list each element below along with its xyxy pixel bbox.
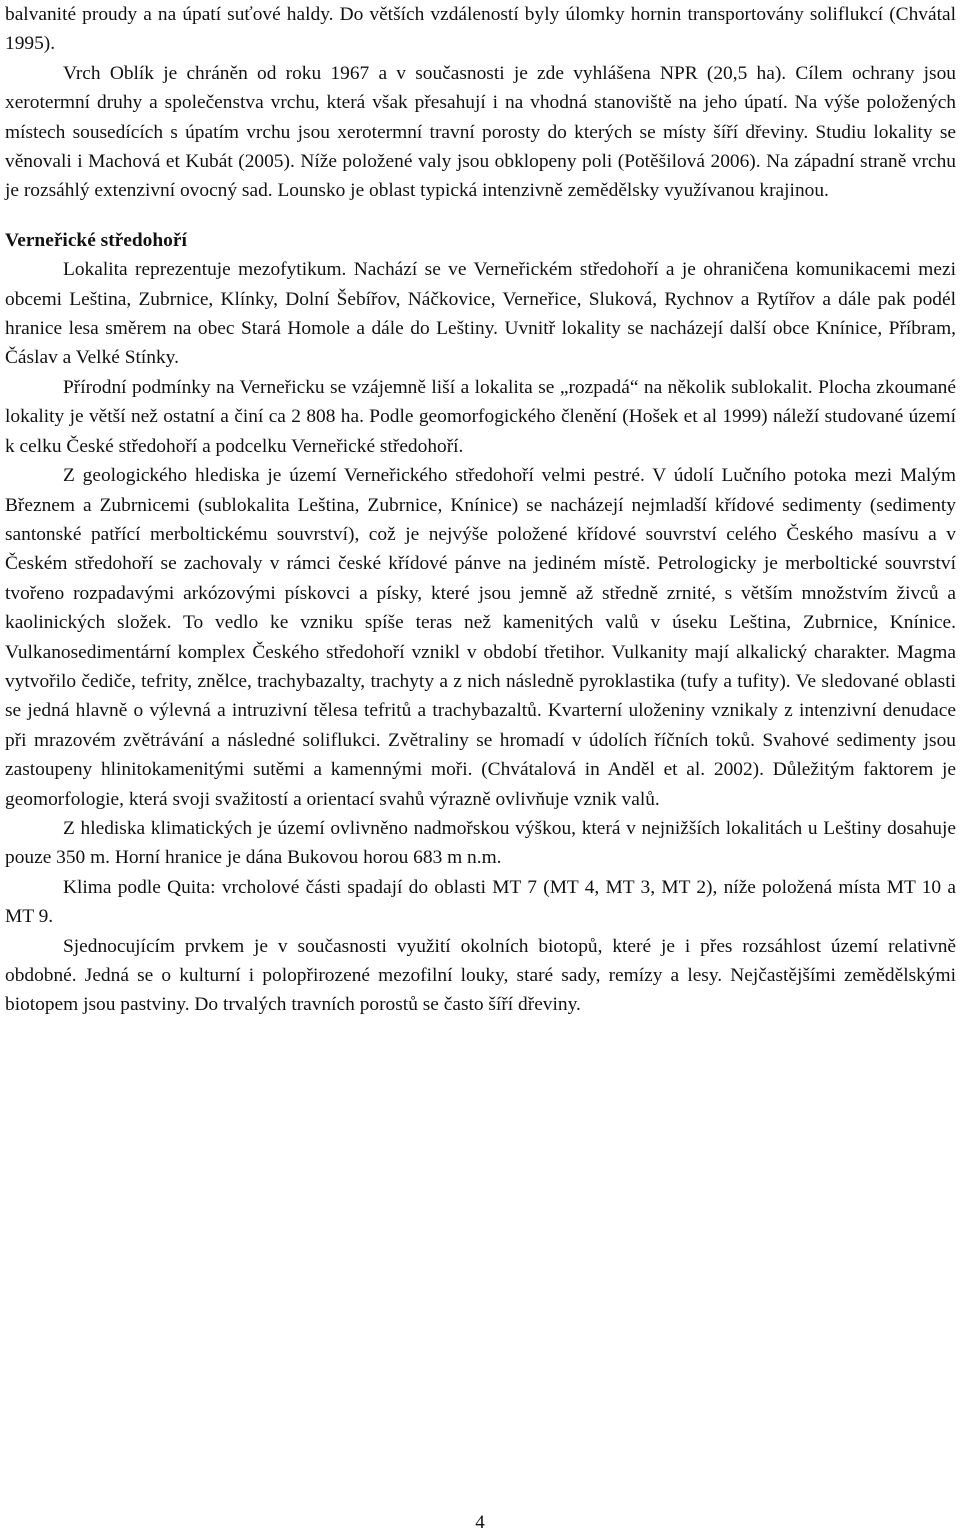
page-number: 4 <box>475 1512 485 1533</box>
document-page <box>5 0 956 1020</box>
paragraph-section-2: Přírodní podmínky na Verneřicku se vzájemně liší a lokalita se „rozpadá“ na několik sublokalit. Plocha zkoumané lokality je větší než ostatní a činí ca 2 808 ha. Podle geomorfogického členění (Hošek et al 1999) náleží studované území k celku České středohoří a podcelku Verneřické středohoří. <box>5 376 956 457</box>
paragraph-top-1: balvanité proudy a na úpatí suťové haldy. Do větších vzdáleností byly úlomky hornin transportovány soliflukcí (Chvátal 1995). <box>5 4 956 55</box>
paragraph-section-6: Sjednocujícím prvkem je v současnosti využití okolních biotopů, které je i přes rozsáhlost území relativně obdobné. Jedná se o kulturní i polopřirozené mezofilní louky, staré sady, remízy a lesy. Nejčastějšími zemědělskými biotopem jsou pastviny. Do trvalých travních porostů se často šíří dřeviny. <box>5 935 956 1016</box>
section-heading: Verneřické středohoří <box>5 229 187 251</box>
paragraph-section-5: Klima podle Quita: vrcholové části spadají do oblasti MT 7 (MT 4, MT 3, MT 2), níže položená místa MT 10 a MT 9. <box>5 876 956 928</box>
paragraph-section-4: Z hlediska klimatických je území ovlivněno nadmořskou výškou, která v nejnižších lokalitách u Leštiny dosahuje pouze 350 m. Horní hranice je dána Bukovou horou 683 m n.m. <box>5 817 956 869</box>
paragraph-section-1: Lokalita reprezentuje mezofytikum. Nachází se ve Verneřickém středohoří a je ohraničena komunikacemi mezi obcemi Leština, Zubrnice, Klínky, Dolní Šebířov, Náčkovice, Verneřice, Sluková, Rychnov a Rytířov a dále pak podél hranice lesa směrem na obec Stará Homole a dále do Leštiny. Uvnitř lokality se nacházejí další obce Knínice, Příbram, Čáslav a Velké Stínky. <box>5 259 956 369</box>
paragraph-top-2: Vrch Oblík je chráněn od roku 1967 a v současnosti je zde vyhlášena NPR (20,5 ha). Cílem ochrany jsou xerotermní druhy a společenstva vrchu, která však přesahují i na vhodná stanoviště na jeho úpatí. Na výše položených místech sousedících s úpatím vrchu jsou xerotermní travní porosty do kterých se místy šíří dřeviny. Studiu lokality se věnovali i Machová et Kubát (2005). Níže položené valy jsou obklopeny poli (Potěšilová 2006). Na západní straně vrchu je rozsáhlý extenzivní ovocný sad. Lounsko je oblast typická intenzivně zemědělsky využívanou krajinou. <box>5 62 956 202</box>
paragraph-section-3: Z geologického hlediska je území Verneřického středohoří velmi pestré. V údolí Lučního potoka mezi Malým Březnem a Zubrnicemi (sublokalita Leština, Zubrnice, Knínice) se nacházejí nejmladší křídové sedimenty (sedimenty santonské patřící merboltickému souvrství), což je nejvýše položené křídové souvrství celého Českého masívu a v Českém středohoří se zachovaly v rámci české křídové pánve na jediném místě. Petrologicky je merboltické souvrství tvořeno rozpadavými arkózovými pískovci a písky, které jsou jemně až středně zrnité, s větším množstvím živců a kaolinických složek. To vedlo ke vzniku spíše teras než kamenitých valů v úseku Leština, Zubrnice, Knínice. Vulkanosedimentární komplex Českého středohoří vznikl v období třetihor. Vulkanity mají alkalický charakter. Magma vytvořilo čediče, tefrity, znělce, trachybazalty, trachyty a z nich následně pyroklastika (tufy a tufity). Ve sledované oblasti se jedná hlavně o výlevná a intruzivní tělesa tefritů a trachybazaltů. Kvarterní uloženiny vznikaly z intenzivní denudace při mrazovém zvětrávání a následné soliflukci. Zvětraliny se hromadí v údolích říčních toků. Svahové sedimenty jsou zastoupeny hlinitokamenitými sutěmi a kamennými moři. (Chvátalová in Anděl et al. 2002). Důležitým faktorem je geomorfologie, která svoji svažitostí a orientací svahů výrazně ovlivňuje vznik valů. <box>5 465 956 810</box>
